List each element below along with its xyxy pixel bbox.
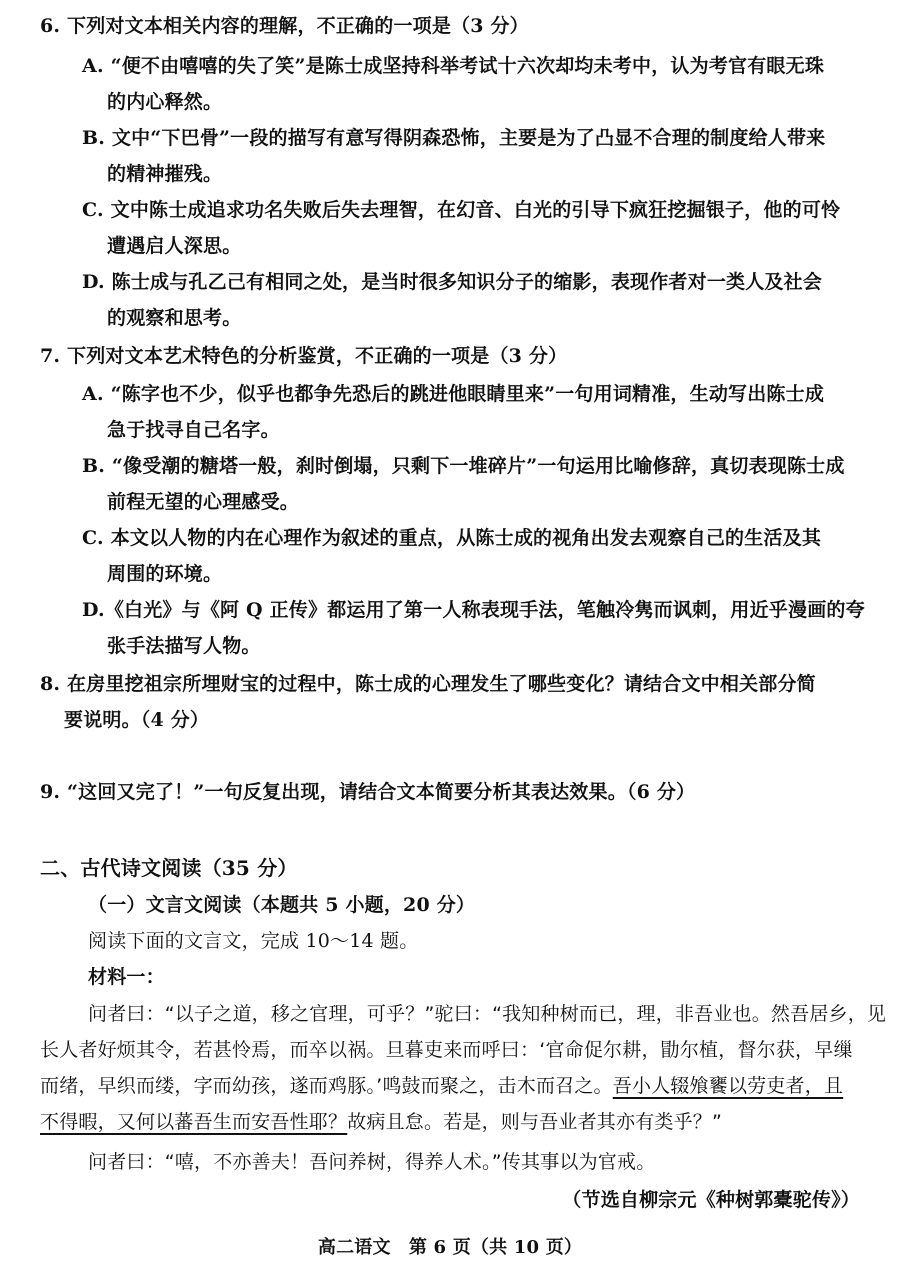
- q6-option-a: A. “便不由嘻嘻的失了笑”是陈士成坚持科举考试十六次却均未考中，认为考官有眼无珠: [82, 55, 825, 77]
- q9-stem: 9. “这回又完了！”一句反复出现，请结合文本简要分析其表达效果。（6 分）: [40, 781, 696, 803]
- passage-line-4: [40, 1110, 722, 1134]
- page-footer: 高二语文 第 6 页（共 10 页）: [317, 1237, 583, 1258]
- q7-option-c-cont: 周围的环境。: [107, 563, 223, 585]
- q6-option-a-cont: 的内心释然。: [107, 91, 223, 113]
- reading-instruction: 阅读下面的文言文，完成 10～14 题。: [88, 930, 419, 952]
- section-title: 二、古代诗文阅读（35 分）: [40, 856, 298, 880]
- passage-underlined-sentence-a: 吾小人辍飧饔以劳吏者，且: [612, 1075, 844, 1097]
- q7-option-a-cont: 急于找寻自己名字。: [107, 419, 280, 441]
- subsection-title: （一）文言文阅读（本题共 5 小题，20 分）: [88, 894, 476, 916]
- q6-option-c: C. 文中陈士成追求功名失败后失去理智，在幻音、白光的引导下疯狂挖掘银子，他的可怜: [82, 199, 841, 221]
- q7-option-b-cont: 前程无望的心理感受。: [107, 491, 300, 513]
- q7-option-d: D.《白光》与《阿 Q 正传》都运用了第一人称表现手法，笔触冷隽而讽刺，用近乎漫画的夸: [82, 599, 865, 621]
- q7-option-a: A. “陈字也不少，似乎也都争先恐后的跳进他眼睛里来”一句用词精准，生动写出陈士成: [82, 383, 825, 405]
- q7-option-d-cont: 张手法描写人物。: [107, 635, 261, 657]
- q7-option-b: B. “像受潮的糖塔一般，刹时倒塌，只剩下一堆碎片”一句运用比喻修辞，真切表现陈士成: [82, 455, 845, 477]
- material-label: 材料一：: [88, 966, 165, 988]
- q8-stem: 8. 在房里挖祖宗所埋财宝的过程中，陈士成的心理发生了哪些变化？请结合文中相关部分简: [40, 673, 816, 695]
- q7-stem: 7. 下列对文本艺术特色的分析鉴赏，不正确的一项是（3 分）: [40, 345, 568, 367]
- q6-option-b-cont: 的精神摧残。: [107, 163, 223, 185]
- q8-stem-cont: 要说明。（4 分）: [64, 709, 210, 731]
- q7-option-c: C. 本文以人物的内在心理作为叙述的重点，从陈士成的视角出发去观察自己的生活及其: [82, 527, 822, 549]
- q6-option-c-cont: 遭遇启人深思。: [107, 235, 242, 257]
- passage-line-4-text: 故病且怠。若是，则与吾业者其亦有类乎？”: [347, 1111, 723, 1133]
- passage-line-1: 问者曰：“以子之道，移之官理，可乎？”驼曰：“我知种树而已，理，非吾业也。然吾居乡，见: [88, 1003, 887, 1025]
- passage-line-3-text: 而绪，早织而缕，字而幼孩，遂而鸡豚。’鸣鼓而聚之，击木而召之。: [40, 1075, 613, 1097]
- passage-line-5: 问者曰：“嘻，不亦善夫！吾问养树，得养人术。”传其事以为官戒。: [88, 1151, 656, 1173]
- passage-line-2: 长人者好烦其令，若甚怜焉，而卒以祸。旦暮吏来而呼曰：‘官命促尔耕，勖尔植，督尔获，早缫: [40, 1039, 853, 1061]
- q6-option-d: D. 陈士成与孔乙己有相同之处，是当时很多知识分子的缩影，表现作者对一类人及社会: [82, 271, 823, 293]
- passage-line-3: [40, 1074, 843, 1098]
- passage-source: （节选自柳宗元《种树郭橐驼传》）: [562, 1189, 860, 1211]
- passage-underlined-sentence-b: 不得暇，又何以蕃吾生而安吾性耶？: [40, 1111, 348, 1133]
- q6-option-d-cont: 的观察和思考。: [107, 307, 242, 329]
- q6-option-b: B. 文中“下巴骨”一段的描写有意写得阴森恐怖，主要是为了凸显不合理的制度给人带来: [82, 127, 826, 149]
- q6-stem: 6. 下列对文本相关内容的理解，不正确的一项是（3 分）: [40, 15, 529, 37]
